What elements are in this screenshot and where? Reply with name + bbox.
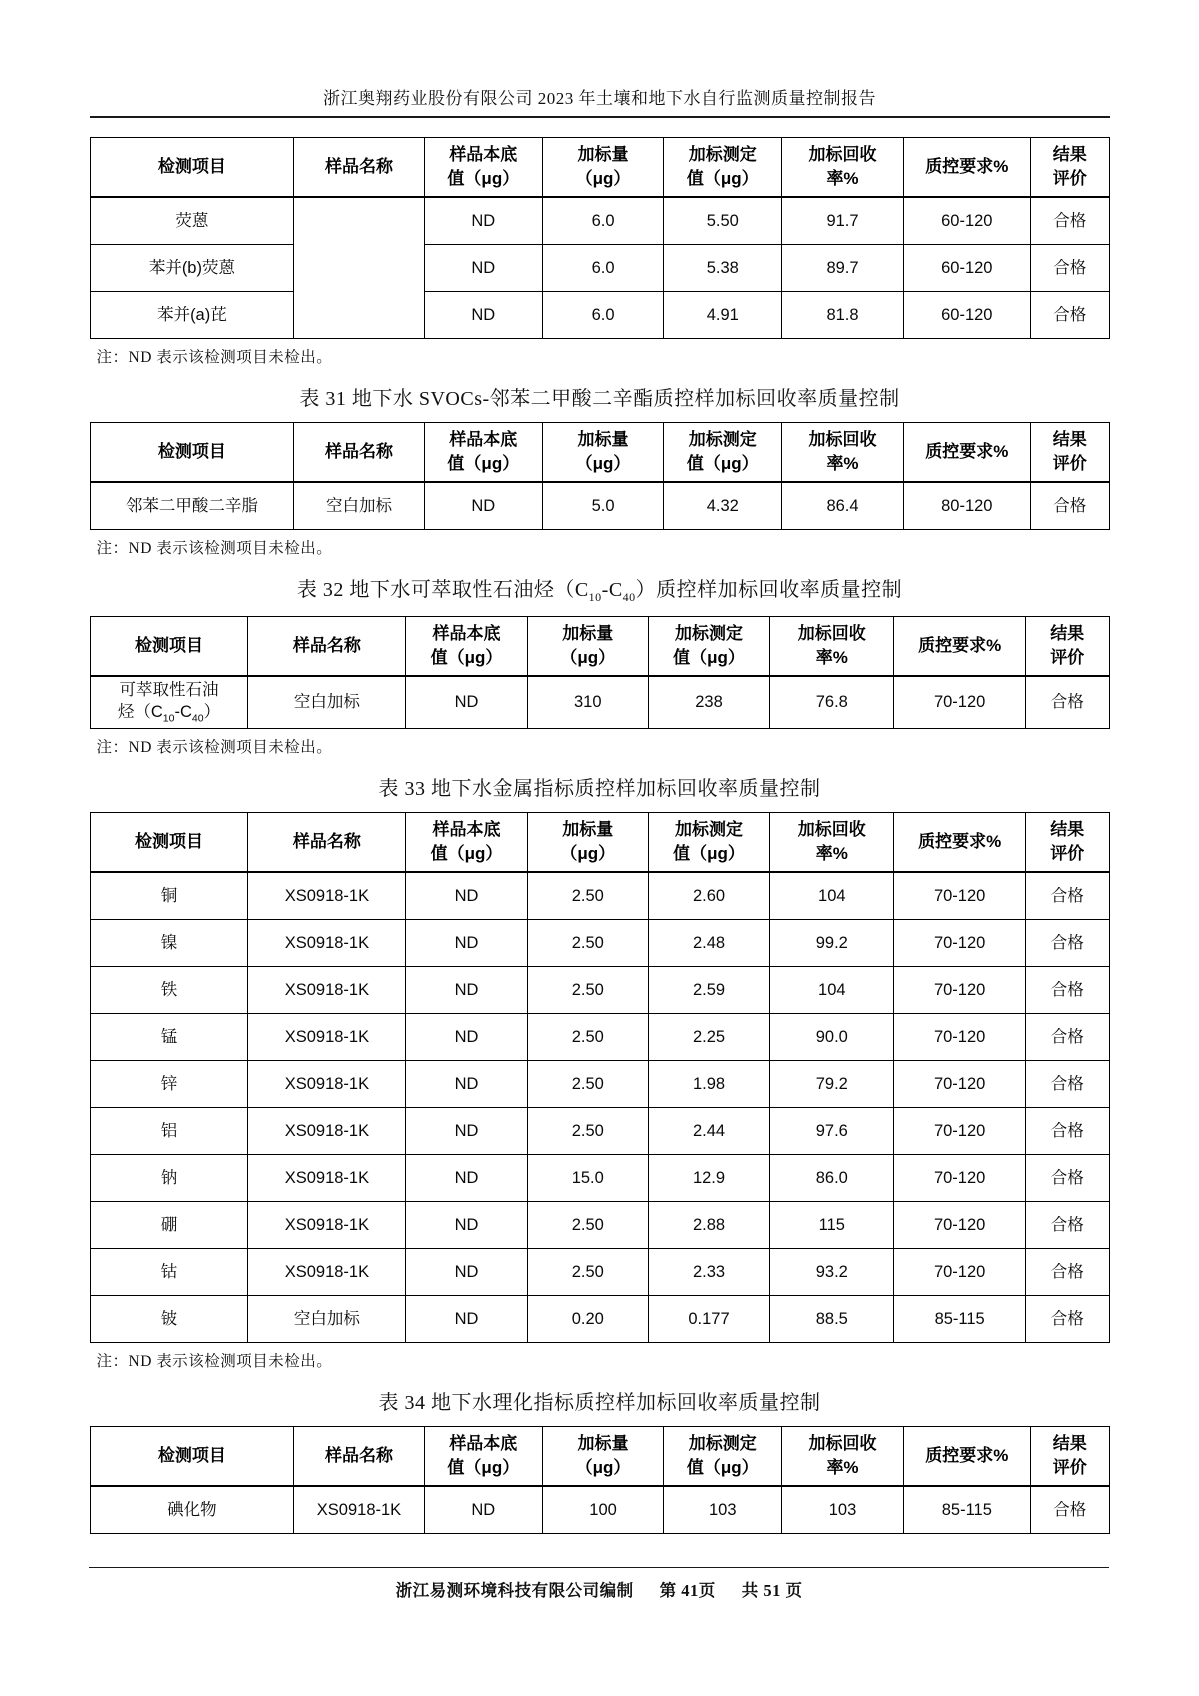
sample-name-cell: XS0918-1K [248, 872, 406, 920]
header-cell-result: 结果 评价 [1025, 812, 1109, 872]
table-svocs-continuation [90, 137, 1110, 339]
measured-value-cell: 2.60 [648, 872, 769, 920]
recovery-rate-cell: 86.0 [770, 1154, 894, 1201]
result-cell: 合格 [1025, 1248, 1109, 1295]
measured-value-cell: 2.44 [648, 1107, 769, 1154]
measured-value-cell: 2.48 [648, 919, 769, 966]
header-cell-sample-name: 样品名称 [248, 812, 406, 872]
measured-value-cell: 1.98 [648, 1060, 769, 1107]
analyte-cell: 钠 [90, 1154, 248, 1201]
table-31-svocs-dop [90, 422, 1110, 530]
spike-amount-cell: 2.50 [527, 966, 648, 1013]
header-cell-analyte: 检测项目 [90, 617, 248, 677]
measured-value-cell: 4.91 [664, 292, 782, 339]
analyte-cell: 苯并(b)荧蒽 [90, 245, 294, 292]
sample-name-cell: XS0918-1K [248, 1013, 406, 1060]
header-cell-measured-value: 加标测定 值（μg） [648, 617, 769, 677]
header-cell-spike-amount: 加标量 （μg） [542, 1426, 663, 1486]
sample-name-cell: XS0918-1K [248, 1107, 406, 1154]
header-cell-analyte: 检测项目 [90, 423, 294, 483]
header-cell-result: 结果 评价 [1031, 1426, 1110, 1486]
analyte-cell: 镍 [90, 919, 248, 966]
measured-value-cell: 103 [664, 1486, 782, 1534]
table-row [90, 1486, 1109, 1534]
measured-value-cell: 0.177 [648, 1295, 769, 1342]
result-cell: 合格 [1025, 1295, 1109, 1342]
table-row [90, 1060, 1109, 1107]
header-cell-sample-name: 样品名称 [294, 1426, 424, 1486]
qc-requirement-cell: 70-120 [894, 919, 1025, 966]
sample-name-cell: 空白加标 [294, 482, 424, 530]
footer-page-number: 第 41页 [659, 1581, 716, 1600]
result-cell: 合格 [1025, 1107, 1109, 1154]
header-cell-measured-value: 加标测定 值（μg） [648, 812, 769, 872]
header-cell-baseline-value: 样品本底 值（μg） [424, 138, 542, 198]
baseline-value-cell: ND [406, 966, 527, 1013]
header-cell-qc-requirement: 质控要求% [894, 812, 1025, 872]
nd-note: 注：ND 表示该检测项目未检出。 [96, 738, 333, 756]
result-cell: 合格 [1031, 245, 1110, 292]
header-cell-recovery-rate: 加标回收 率% [782, 138, 903, 198]
measured-value-cell: 2.33 [648, 1248, 769, 1295]
header-cell-sample-name: 样品名称 [294, 423, 424, 483]
table-row [90, 872, 1109, 920]
measured-value-cell: 2.88 [648, 1201, 769, 1248]
sample-name-cell: XS0918-1K [248, 966, 406, 1013]
qc-requirement-cell: 60-120 [903, 245, 1030, 292]
header-cell-recovery-rate: 加标回收 率% [770, 812, 894, 872]
spike-amount-cell: 6.0 [542, 245, 663, 292]
page-content [90, 116, 1110, 1534]
header-cell-recovery-rate: 加标回收 率% [782, 1426, 903, 1486]
recovery-rate-cell: 81.8 [782, 292, 903, 339]
sample-name-cell: XS0918-1K [248, 1154, 406, 1201]
header-cell-spike-amount: 加标量 （μg） [527, 617, 648, 677]
result-cell: 合格 [1025, 1013, 1109, 1060]
result-cell: 合格 [1031, 1486, 1110, 1534]
measured-value-cell: 238 [648, 676, 769, 728]
recovery-rate-cell: 104 [770, 872, 894, 920]
header-cell-spike-amount: 加标量 （μg） [542, 138, 663, 198]
spike-amount-cell: 2.50 [527, 1248, 648, 1295]
measured-value-cell: 5.38 [664, 245, 782, 292]
sample-name-cell: XS0918-1K [248, 1248, 406, 1295]
spike-amount-cell: 2.50 [527, 1107, 648, 1154]
measured-value-cell: 2.59 [648, 966, 769, 1013]
sample-name-cell: XS0918-1K [248, 919, 406, 966]
baseline-value-cell: ND [424, 292, 542, 339]
result-cell: 合格 [1025, 966, 1109, 1013]
result-cell: 合格 [1031, 197, 1110, 245]
spike-amount-cell: 2.50 [527, 919, 648, 966]
spike-amount-cell: 2.50 [527, 1013, 648, 1060]
spike-amount-cell: 2.50 [527, 872, 648, 920]
result-cell: 合格 [1025, 1154, 1109, 1201]
table-row [90, 1013, 1109, 1060]
qc-requirement-cell: 80-120 [903, 482, 1030, 530]
header-cell-analyte: 检测项目 [90, 812, 248, 872]
qc-requirement-cell: 70-120 [894, 872, 1025, 920]
sample-name-cell: 空白加标 [248, 676, 406, 728]
analyte-cell: 铜 [90, 872, 248, 920]
header-cell-recovery-rate: 加标回收 率% [770, 617, 894, 677]
table-32-title: 表 32 地下水可萃取性石油烃$(C_{10}-C_{40})$质控样加标回收率质量控制 [296, 579, 903, 604]
header-cell-qc-requirement: 质控要求% [903, 138, 1030, 198]
table-row [90, 197, 1109, 245]
recovery-rate-cell: 89.7 [782, 245, 903, 292]
table-header-row [90, 423, 1109, 483]
header-cell-baseline-value: 样品本底 值（μg） [406, 617, 527, 677]
analyte-cell: 铍 [90, 1295, 248, 1342]
baseline-value-cell: ND [406, 676, 527, 728]
analyte-cell: 可萃取性石油 烃$(C_{10}-C_{40})$ [90, 676, 248, 728]
nd-note: 注：ND 表示该检测项目未检出。 [96, 540, 333, 557]
table-row [90, 1295, 1109, 1342]
header-divider [90, 116, 1110, 118]
spike-amount-cell: 310 [527, 676, 648, 728]
qc-requirement-cell: 70-120 [894, 966, 1025, 1013]
header-cell-qc-requirement: 质控要求% [903, 423, 1030, 483]
measured-value-cell: 2.25 [648, 1013, 769, 1060]
recovery-rate-cell: 79.2 [770, 1060, 894, 1107]
table-header-row [90, 617, 1109, 677]
measured-value-cell: 4.32 [664, 482, 782, 530]
analyte-cell: 硼 [90, 1201, 248, 1248]
table-row [90, 245, 1109, 292]
recovery-rate-cell: 99.2 [770, 919, 894, 966]
result-cell: 合格 [1031, 482, 1110, 530]
spike-amount-cell: 0.20 [527, 1295, 648, 1342]
table-33-metals [90, 812, 1110, 1343]
analyte-cell: 锰 [90, 1013, 248, 1060]
header-cell-qc-requirement: 质控要求% [894, 617, 1025, 677]
qc-requirement-cell: 70-120 [894, 1201, 1025, 1248]
table-header-row [90, 138, 1109, 198]
qc-requirement-cell: 70-120 [894, 1060, 1025, 1107]
baseline-value-cell: ND [424, 197, 542, 245]
baseline-value-cell: ND [406, 919, 527, 966]
page-header-title: 浙江奥翔药业股份有限公司 2023 年土壤和地下水自行监测质量控制报告 [323, 89, 876, 108]
header-cell-measured-value: 加标测定 值（μg） [664, 1426, 782, 1486]
header-cell-qc-requirement: 质控要求% [903, 1426, 1030, 1486]
table-row [90, 1201, 1109, 1248]
header-cell-result: 结果 评价 [1025, 617, 1109, 677]
result-cell: 合格 [1025, 676, 1109, 728]
baseline-value-cell: ND [406, 1154, 527, 1201]
table-32-petroleum-hydrocarbons [90, 616, 1110, 729]
table-34-title: 表 34 地下水理化指标质控样加标回收率质量控制 [378, 1391, 821, 1414]
analyte-cell: 苯并(a)芘 [90, 292, 294, 339]
table-row [90, 482, 1109, 530]
measured-value-cell: 12.9 [648, 1154, 769, 1201]
baseline-value-cell: ND [406, 1295, 527, 1342]
sample-name-cell: 空白加标 [248, 1295, 406, 1342]
recovery-rate-cell: 86.4 [782, 482, 903, 530]
analyte-cell: 锌 [90, 1060, 248, 1107]
recovery-rate-cell: 90.0 [770, 1013, 894, 1060]
baseline-value-cell: ND [424, 1486, 542, 1534]
result-cell: 合格 [1025, 1201, 1109, 1248]
baseline-value-cell: ND [406, 1060, 527, 1107]
analyte-cell: 钴 [90, 1248, 248, 1295]
qc-requirement-cell: 70-120 [894, 676, 1025, 728]
qc-requirement-cell: 70-120 [894, 1154, 1025, 1201]
analyte-cell: 铁 [90, 966, 248, 1013]
footer-total-pages: 共 51 页 [741, 1581, 803, 1600]
table-row [90, 1154, 1109, 1201]
header-cell-sample-name: 样品名称 [294, 138, 424, 198]
header-cell-measured-value: 加标测定 值（μg） [664, 423, 782, 483]
table-33-title: 表 33 地下水金属指标质控样加标回收率质量控制 [378, 777, 821, 800]
table-header-row [90, 1426, 1109, 1486]
baseline-value-cell: ND [406, 1013, 527, 1060]
header-cell-analyte: 检测项目 [90, 1426, 294, 1486]
table-header-row [90, 812, 1109, 872]
spike-amount-cell: 6.0 [542, 292, 663, 339]
header-cell-result: 结果 评价 [1031, 138, 1110, 198]
qc-requirement-cell: 70-120 [894, 1248, 1025, 1295]
footer-company: 浙江易测环境科技有限公司编制 [395, 1581, 634, 1600]
header-cell-sample-name: 样品名称 [248, 617, 406, 677]
table-row [90, 919, 1109, 966]
header-cell-spike-amount: 加标量 （μg） [542, 423, 663, 483]
baseline-value-cell: ND [406, 1201, 527, 1248]
baseline-value-cell: ND [406, 872, 527, 920]
analyte-cell: 碘化物 [90, 1486, 294, 1534]
header-cell-baseline-value: 样品本底 值（μg） [424, 1426, 542, 1486]
spike-amount-cell: 5.0 [542, 482, 663, 530]
recovery-rate-cell: 104 [770, 966, 894, 1013]
table-row [90, 676, 1109, 728]
table-row [90, 966, 1109, 1013]
qc-requirement-cell: 85-115 [903, 1486, 1030, 1534]
table-row [90, 1107, 1109, 1154]
analyte-cell: 铝 [90, 1107, 248, 1154]
spike-amount-cell: 2.50 [527, 1060, 648, 1107]
table-34-physicochemical [90, 1426, 1110, 1534]
sample-name-cell: XS0918-1K [248, 1060, 406, 1107]
recovery-rate-cell: 76.8 [770, 676, 894, 728]
qc-requirement-cell: 85-115 [894, 1295, 1025, 1342]
recovery-rate-cell: 97.6 [770, 1107, 894, 1154]
qc-requirement-cell: 60-120 [903, 197, 1030, 245]
result-cell: 合格 [1025, 1060, 1109, 1107]
result-cell: 合格 [1031, 292, 1110, 339]
spike-amount-cell: 2.50 [527, 1201, 648, 1248]
qc-requirement-cell: 70-120 [894, 1013, 1025, 1060]
baseline-value-cell: ND [424, 482, 542, 530]
table-row [90, 1248, 1109, 1295]
analyte-cell: 邻苯二甲酸二辛脂 [90, 482, 294, 530]
qc-requirement-cell: 60-120 [903, 292, 1030, 339]
result-cell: 合格 [1025, 872, 1109, 920]
header-cell-analyte: 检测项目 [90, 138, 294, 198]
table-row [90, 292, 1109, 339]
sample-name-cell: XS0918-1K [294, 1486, 424, 1534]
page-footer [89, 1567, 1109, 1601]
measured-value-cell: 5.50 [664, 197, 782, 245]
header-cell-measured-value: 加标测定 值（μg） [664, 138, 782, 198]
header-cell-spike-amount: 加标量 （μg） [527, 812, 648, 872]
baseline-value-cell: ND [406, 1248, 527, 1295]
header-cell-result: 结果 评价 [1031, 423, 1110, 483]
spike-amount-cell: 6.0 [542, 197, 663, 245]
header-cell-recovery-rate: 加标回收 率% [782, 423, 903, 483]
baseline-value-cell: ND [424, 245, 542, 292]
header-cell-baseline-value: 样品本底 值（μg） [406, 812, 527, 872]
spike-amount-cell: 15.0 [527, 1154, 648, 1201]
recovery-rate-cell: 115 [770, 1201, 894, 1248]
qc-requirement-cell: 70-120 [894, 1107, 1025, 1154]
recovery-rate-cell: 88.5 [770, 1295, 894, 1342]
sample-name-cell [294, 197, 424, 339]
baseline-value-cell: ND [406, 1107, 527, 1154]
spike-amount-cell: 100 [542, 1486, 663, 1534]
sample-name-cell: XS0918-1K [248, 1201, 406, 1248]
recovery-rate-cell: 103 [782, 1486, 903, 1534]
result-cell: 合格 [1025, 919, 1109, 966]
recovery-rate-cell: 91.7 [782, 197, 903, 245]
analyte-cell: 荧蒽 [90, 197, 294, 245]
nd-note: 注：ND 表示该检测项目未检出。 [96, 1352, 333, 1370]
recovery-rate-cell: 93.2 [770, 1248, 894, 1295]
nd-note: 注：ND 表示该检测项目未检出。 [96, 349, 333, 366]
table-31-title: 表 31 地下水 SVOCs-邻苯二甲酸二辛酯质控样加标回收率质量控制 [299, 388, 900, 410]
header-cell-baseline-value: 样品本底 值（μg） [424, 423, 542, 483]
